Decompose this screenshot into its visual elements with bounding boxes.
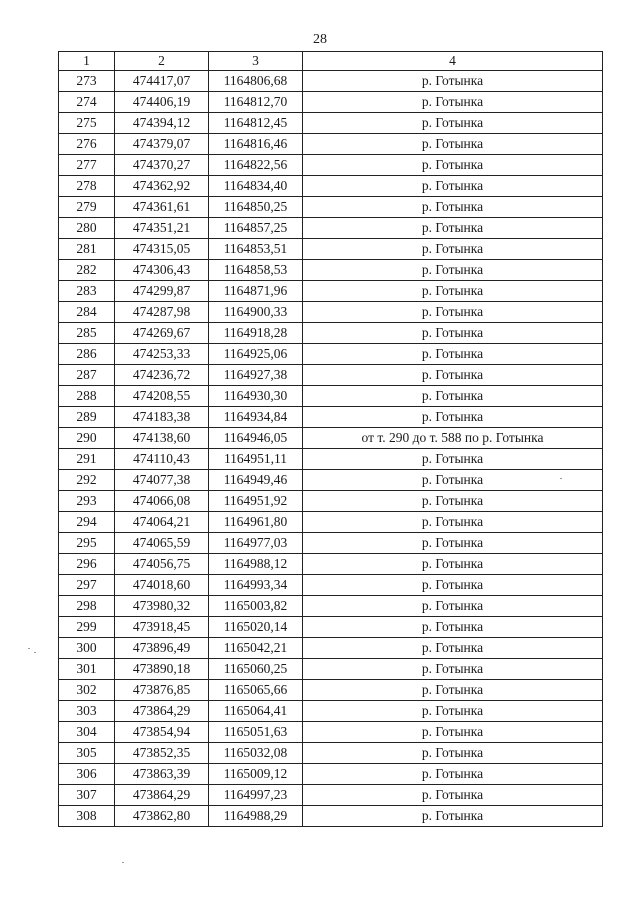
x-coordinate-cell: 473862,80 — [115, 806, 209, 827]
point-number-cell: 278 — [59, 176, 115, 197]
point-number-cell: 302 — [59, 680, 115, 701]
table-row — [59, 428, 603, 449]
y-coordinate-cell: 1164988,12 — [209, 554, 303, 575]
y-coordinate-cell: 1164822,56 — [209, 155, 303, 176]
table-row — [59, 512, 603, 533]
table-row — [59, 449, 603, 470]
description-cell: р. Готынка — [303, 512, 603, 533]
description-cell: р. Готынка — [303, 302, 603, 323]
y-coordinate-cell: 1165064,41 — [209, 701, 303, 722]
point-number-cell: 283 — [59, 281, 115, 302]
table-row — [59, 218, 603, 239]
y-coordinate-cell: 1164900,33 — [209, 302, 303, 323]
x-coordinate-cell: 474269,67 — [115, 323, 209, 344]
y-coordinate-cell: 1164930,30 — [209, 386, 303, 407]
scan-speck — [28, 648, 30, 649]
description-cell: р. Готынка — [303, 785, 603, 806]
table-row — [59, 575, 603, 596]
x-coordinate-cell: 474370,27 — [115, 155, 209, 176]
description-cell: р. Готынка — [303, 176, 603, 197]
table-row — [59, 638, 603, 659]
table-row — [59, 134, 603, 155]
x-coordinate-cell: 474417,07 — [115, 71, 209, 92]
description-cell: р. Готынка — [303, 365, 603, 386]
description-cell: р. Готынка — [303, 344, 603, 365]
description-cell: р. Готынка — [303, 449, 603, 470]
x-coordinate-cell: 473864,29 — [115, 785, 209, 806]
point-number-cell: 281 — [59, 239, 115, 260]
description-cell: р. Готынка — [303, 113, 603, 134]
x-coordinate-cell: 474362,92 — [115, 176, 209, 197]
table-row — [59, 722, 603, 743]
x-coordinate-cell: 474306,43 — [115, 260, 209, 281]
point-number-cell: 291 — [59, 449, 115, 470]
table-row — [59, 407, 603, 428]
scan-speck — [560, 478, 562, 479]
x-coordinate-cell: 474361,61 — [115, 197, 209, 218]
y-coordinate-cell: 1164925,06 — [209, 344, 303, 365]
x-coordinate-cell: 473896,49 — [115, 638, 209, 659]
description-cell: р. Готынка — [303, 680, 603, 701]
point-number-cell: 285 — [59, 323, 115, 344]
y-coordinate-cell: 1164977,03 — [209, 533, 303, 554]
table-row — [59, 491, 603, 512]
description-cell: р. Готынка — [303, 764, 603, 785]
point-number-cell: 280 — [59, 218, 115, 239]
x-coordinate-cell: 473863,39 — [115, 764, 209, 785]
point-number-cell: 282 — [59, 260, 115, 281]
table-row — [59, 743, 603, 764]
y-coordinate-cell: 1164961,80 — [209, 512, 303, 533]
y-coordinate-cell: 1164871,96 — [209, 281, 303, 302]
scan-speck — [34, 652, 36, 653]
x-coordinate-cell: 474253,33 — [115, 344, 209, 365]
point-number-cell: 297 — [59, 575, 115, 596]
table-row — [59, 260, 603, 281]
y-coordinate-cell: 1164812,70 — [209, 92, 303, 113]
table-row — [59, 239, 603, 260]
table-row — [59, 281, 603, 302]
x-coordinate-cell: 474065,59 — [115, 533, 209, 554]
y-coordinate-cell: 1164946,05 — [209, 428, 303, 449]
y-coordinate-cell: 1165009,12 — [209, 764, 303, 785]
y-coordinate-cell: 1164806,68 — [209, 71, 303, 92]
y-coordinate-cell: 1164834,40 — [209, 176, 303, 197]
description-cell: р. Готынка — [303, 71, 603, 92]
scan-speck — [122, 862, 124, 863]
y-coordinate-cell: 1165065,66 — [209, 680, 303, 701]
description-cell: р. Готынка — [303, 596, 603, 617]
y-coordinate-cell: 1164853,51 — [209, 239, 303, 260]
column-header-2: 2 — [115, 52, 209, 71]
table-row — [59, 197, 603, 218]
y-coordinate-cell: 1165042,21 — [209, 638, 303, 659]
table-row — [59, 533, 603, 554]
x-coordinate-cell: 473918,45 — [115, 617, 209, 638]
point-number-cell: 273 — [59, 71, 115, 92]
description-cell: р. Готынка — [303, 407, 603, 428]
description-cell: р. Готынка — [303, 218, 603, 239]
point-number-cell: 300 — [59, 638, 115, 659]
y-coordinate-cell: 1164934,84 — [209, 407, 303, 428]
x-coordinate-cell: 474208,55 — [115, 386, 209, 407]
table-body — [59, 71, 603, 827]
point-number-cell: 294 — [59, 512, 115, 533]
table-row — [59, 680, 603, 701]
point-number-cell: 279 — [59, 197, 115, 218]
y-coordinate-cell: 1164993,34 — [209, 575, 303, 596]
description-cell: р. Готынка — [303, 491, 603, 512]
point-number-cell: 288 — [59, 386, 115, 407]
description-cell: от т. 290 до т. 588 по р. Готынка — [303, 428, 603, 449]
y-coordinate-cell: 1164857,25 — [209, 218, 303, 239]
y-coordinate-cell: 1165032,08 — [209, 743, 303, 764]
table-row — [59, 176, 603, 197]
table-row — [59, 554, 603, 575]
coordinates-table — [58, 51, 603, 827]
point-number-cell: 295 — [59, 533, 115, 554]
table-row — [59, 617, 603, 638]
y-coordinate-cell: 1164951,11 — [209, 449, 303, 470]
point-number-cell: 304 — [59, 722, 115, 743]
point-number-cell: 298 — [59, 596, 115, 617]
x-coordinate-cell: 474351,21 — [115, 218, 209, 239]
description-cell: р. Готынка — [303, 554, 603, 575]
column-header-1: 1 — [59, 52, 115, 71]
x-coordinate-cell: 474287,98 — [115, 302, 209, 323]
description-cell: р. Готынка — [303, 323, 603, 344]
table-row — [59, 701, 603, 722]
point-number-cell: 307 — [59, 785, 115, 806]
y-coordinate-cell: 1165003,82 — [209, 596, 303, 617]
point-number-cell: 292 — [59, 470, 115, 491]
y-coordinate-cell: 1164949,46 — [209, 470, 303, 491]
y-coordinate-cell: 1165020,14 — [209, 617, 303, 638]
y-coordinate-cell: 1164918,28 — [209, 323, 303, 344]
description-cell: р. Готынка — [303, 260, 603, 281]
x-coordinate-cell: 473980,32 — [115, 596, 209, 617]
description-cell: р. Готынка — [303, 806, 603, 827]
description-cell: р. Готынка — [303, 743, 603, 764]
description-cell: р. Готынка — [303, 197, 603, 218]
point-number-cell: 276 — [59, 134, 115, 155]
y-coordinate-cell: 1164850,25 — [209, 197, 303, 218]
description-cell: р. Готынка — [303, 155, 603, 176]
y-coordinate-cell: 1164816,46 — [209, 134, 303, 155]
table-row — [59, 365, 603, 386]
table-row — [59, 113, 603, 134]
page-number: 28 — [313, 32, 327, 47]
point-number-cell: 275 — [59, 113, 115, 134]
point-number-cell: 305 — [59, 743, 115, 764]
x-coordinate-cell: 473890,18 — [115, 659, 209, 680]
table-row — [59, 386, 603, 407]
description-cell: р. Готынка — [303, 575, 603, 596]
point-number-cell: 287 — [59, 365, 115, 386]
column-header-3: 3 — [209, 52, 303, 71]
point-number-cell: 308 — [59, 806, 115, 827]
point-number-cell: 274 — [59, 92, 115, 113]
point-number-cell: 286 — [59, 344, 115, 365]
table-row — [59, 155, 603, 176]
point-number-cell: 306 — [59, 764, 115, 785]
x-coordinate-cell: 474394,12 — [115, 113, 209, 134]
point-number-cell: 299 — [59, 617, 115, 638]
description-cell: р. Готынка — [303, 533, 603, 554]
table-row — [59, 596, 603, 617]
description-cell: р. Готынка — [303, 281, 603, 302]
description-cell: р. Готынка — [303, 701, 603, 722]
column-header-4: 4 — [303, 52, 603, 71]
table-row — [59, 92, 603, 113]
table-row — [59, 71, 603, 92]
point-number-cell: 277 — [59, 155, 115, 176]
x-coordinate-cell: 474077,38 — [115, 470, 209, 491]
y-coordinate-cell: 1164858,53 — [209, 260, 303, 281]
point-number-cell: 289 — [59, 407, 115, 428]
description-cell: р. Готынка — [303, 386, 603, 407]
x-coordinate-cell: 474379,07 — [115, 134, 209, 155]
table-row — [59, 785, 603, 806]
x-coordinate-cell: 473854,94 — [115, 722, 209, 743]
table-row — [59, 764, 603, 785]
description-cell: р. Готынка — [303, 92, 603, 113]
description-cell: р. Готынка — [303, 239, 603, 260]
x-coordinate-cell: 474056,75 — [115, 554, 209, 575]
description-cell: р. Готынка — [303, 722, 603, 743]
point-number-cell: 284 — [59, 302, 115, 323]
description-cell: р. Готынка — [303, 659, 603, 680]
x-coordinate-cell: 474066,08 — [115, 491, 209, 512]
x-coordinate-cell: 474138,60 — [115, 428, 209, 449]
point-number-cell: 293 — [59, 491, 115, 512]
table-row — [59, 659, 603, 680]
x-coordinate-cell: 474018,60 — [115, 575, 209, 596]
point-number-cell: 301 — [59, 659, 115, 680]
y-coordinate-cell: 1164927,38 — [209, 365, 303, 386]
y-coordinate-cell: 1165051,63 — [209, 722, 303, 743]
x-coordinate-cell: 474064,21 — [115, 512, 209, 533]
table-row — [59, 470, 603, 491]
table-row — [59, 344, 603, 365]
table-row — [59, 806, 603, 827]
table-header-row — [59, 52, 603, 71]
x-coordinate-cell: 474110,43 — [115, 449, 209, 470]
description-cell: р. Готынка — [303, 470, 603, 491]
x-coordinate-cell: 474183,38 — [115, 407, 209, 428]
point-number-cell: 290 — [59, 428, 115, 449]
y-coordinate-cell: 1164997,23 — [209, 785, 303, 806]
y-coordinate-cell: 1164951,92 — [209, 491, 303, 512]
description-cell: р. Готынка — [303, 617, 603, 638]
point-number-cell: 303 — [59, 701, 115, 722]
y-coordinate-cell: 1164812,45 — [209, 113, 303, 134]
x-coordinate-cell: 474315,05 — [115, 239, 209, 260]
point-number-cell: 296 — [59, 554, 115, 575]
table-row — [59, 323, 603, 344]
description-cell: р. Готынка — [303, 134, 603, 155]
x-coordinate-cell: 474299,87 — [115, 281, 209, 302]
x-coordinate-cell: 474236,72 — [115, 365, 209, 386]
y-coordinate-cell: 1164988,29 — [209, 806, 303, 827]
x-coordinate-cell: 474406,19 — [115, 92, 209, 113]
x-coordinate-cell: 473852,35 — [115, 743, 209, 764]
x-coordinate-cell: 473876,85 — [115, 680, 209, 701]
y-coordinate-cell: 1165060,25 — [209, 659, 303, 680]
table-row — [59, 302, 603, 323]
x-coordinate-cell: 473864,29 — [115, 701, 209, 722]
description-cell: р. Готынка — [303, 638, 603, 659]
